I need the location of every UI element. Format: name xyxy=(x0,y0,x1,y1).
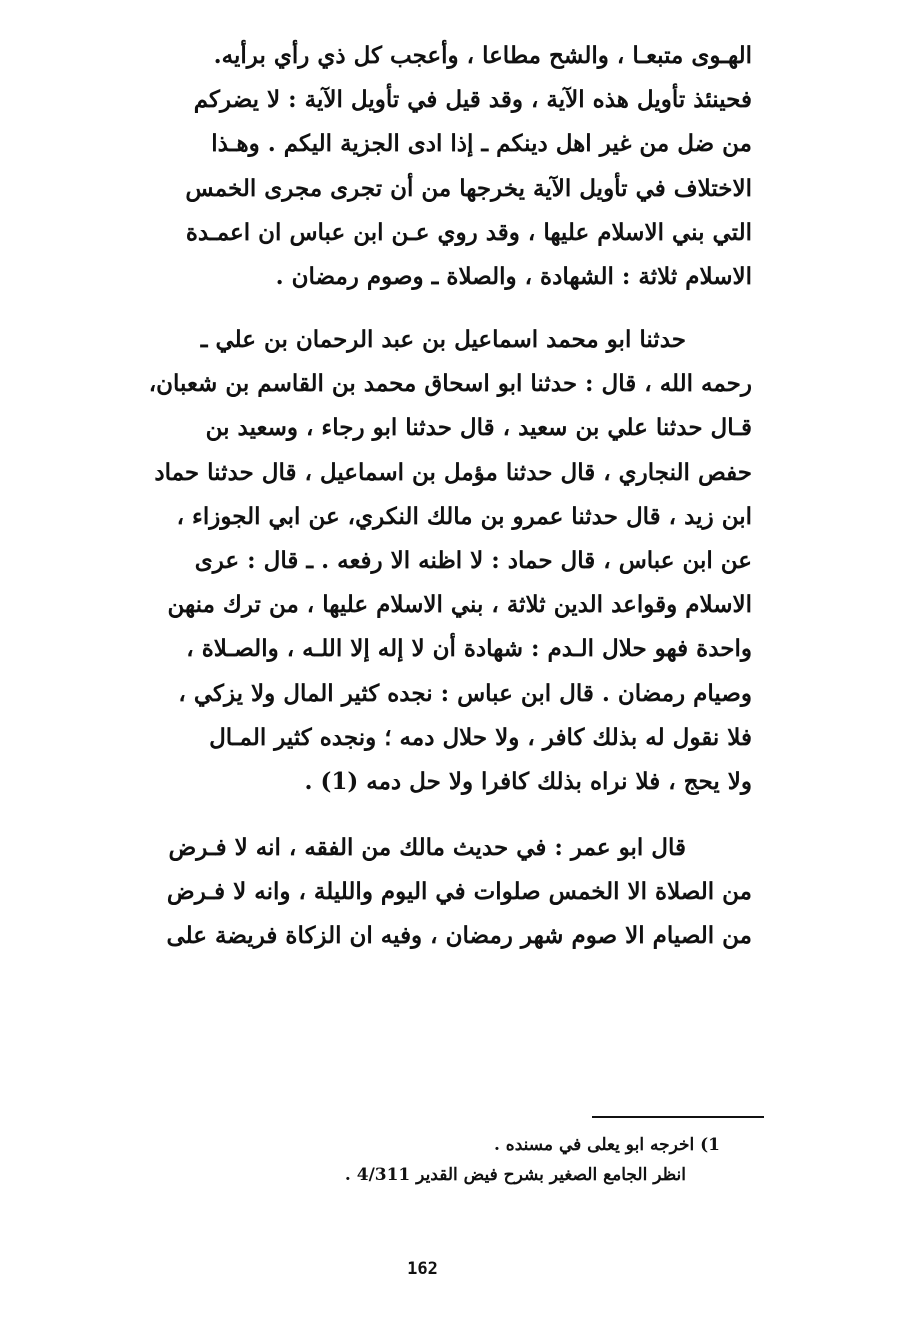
text-line: ابن زيد ، قال حدثنا عمرو بن مالك النكري، عن ابي الجوزاء ، xyxy=(176,502,752,530)
text-line: الاسلام وقواعد الدين ثلاثة ، بني الاسلام عليها ، من ترك منهن xyxy=(167,591,752,619)
text-line: قـال حدثنا علي بن سعيد ، قال حدثنا ابو رجاء ، وسعيد بن xyxy=(205,414,752,442)
text-line: عن ابن عباس ، قال حماد : لا اظنه الا رفعه . ـ قال : عرى xyxy=(194,547,752,575)
paragraph-3 xyxy=(112,826,752,959)
text-line: ولا يحج ، فلا نراه بذلك كافرا ولا حل دمه (1) . xyxy=(304,768,752,796)
footnote-separator xyxy=(592,1116,764,1118)
page-number: 162 xyxy=(407,1259,438,1279)
text-line: التي بني الاسلام عليها ، وقد روي عـن ابن عباس ان اعمـدة xyxy=(185,218,752,246)
paragraph-2 xyxy=(112,318,752,804)
text-line: واحدة فهو حلال الـدم : شهادة أن لا إله إلا اللـه ، والصـلاة ، xyxy=(186,635,752,663)
text-line: من الصيام الا صوم شهر رمضان ، وفيه ان الزكاة فريضة على xyxy=(166,922,752,950)
text-line: حدثنا ابو محمد اسماعيل بن عبد الرحمان بن علي ـ xyxy=(200,326,686,353)
text-line: رحمه الله ، قال : حدثنا ابو اسحاق محمد بن القاسم بن شعبان، xyxy=(148,370,752,398)
text-line: وصيام رمضان . قال ابن عباس : نجده كثير المال ولا يزكي ، xyxy=(178,679,752,707)
paragraph-1 xyxy=(112,34,752,299)
text-line: من الصلاة الا الخمس صلوات في اليوم والليلة ، وانه لا فـرض xyxy=(166,878,752,906)
text-line: الاختلاف في تأويل الآية يخرجها من أن تجرى مجرى الخمس xyxy=(185,174,752,202)
text-line: قال ابو عمر : في حديث مالك من الفقه ، انه لا فـرض xyxy=(168,834,686,861)
text-line: فلا نقول له بذلك كافر ، ولا حلال دمه ؛ ونجده كثير المـال xyxy=(209,723,752,751)
footnote-1: 1) اخرجه ابو يعلى في مسنده . xyxy=(493,1135,720,1155)
footnote-1-continuation: انظر الجامع الصغير بشرح فيض القدير 4/311 . xyxy=(344,1165,686,1185)
text-line: من ضل من غير اهل دينكم ـ إذا ادى الجزية اليكم . وهـذا xyxy=(211,130,752,158)
text-line: حفص النجاري ، قال حدثنا مؤمل بن اسماعيل ، قال حدثنا حماد xyxy=(154,458,752,486)
text-line: فحينئذ تأويل هذه الآية ، وقد قيل في تأويل الآية : لا يضركم xyxy=(193,86,752,114)
text-line: الهـوى متبعـا ، والشح مطاعا ، وأعجب كل ذي رأي برأيه. xyxy=(213,42,752,69)
text-line: الاسلام ثلاثة : الشهادة ، والصلاة ـ وصوم رمضان . xyxy=(275,263,752,291)
footnotes xyxy=(230,1130,720,1190)
